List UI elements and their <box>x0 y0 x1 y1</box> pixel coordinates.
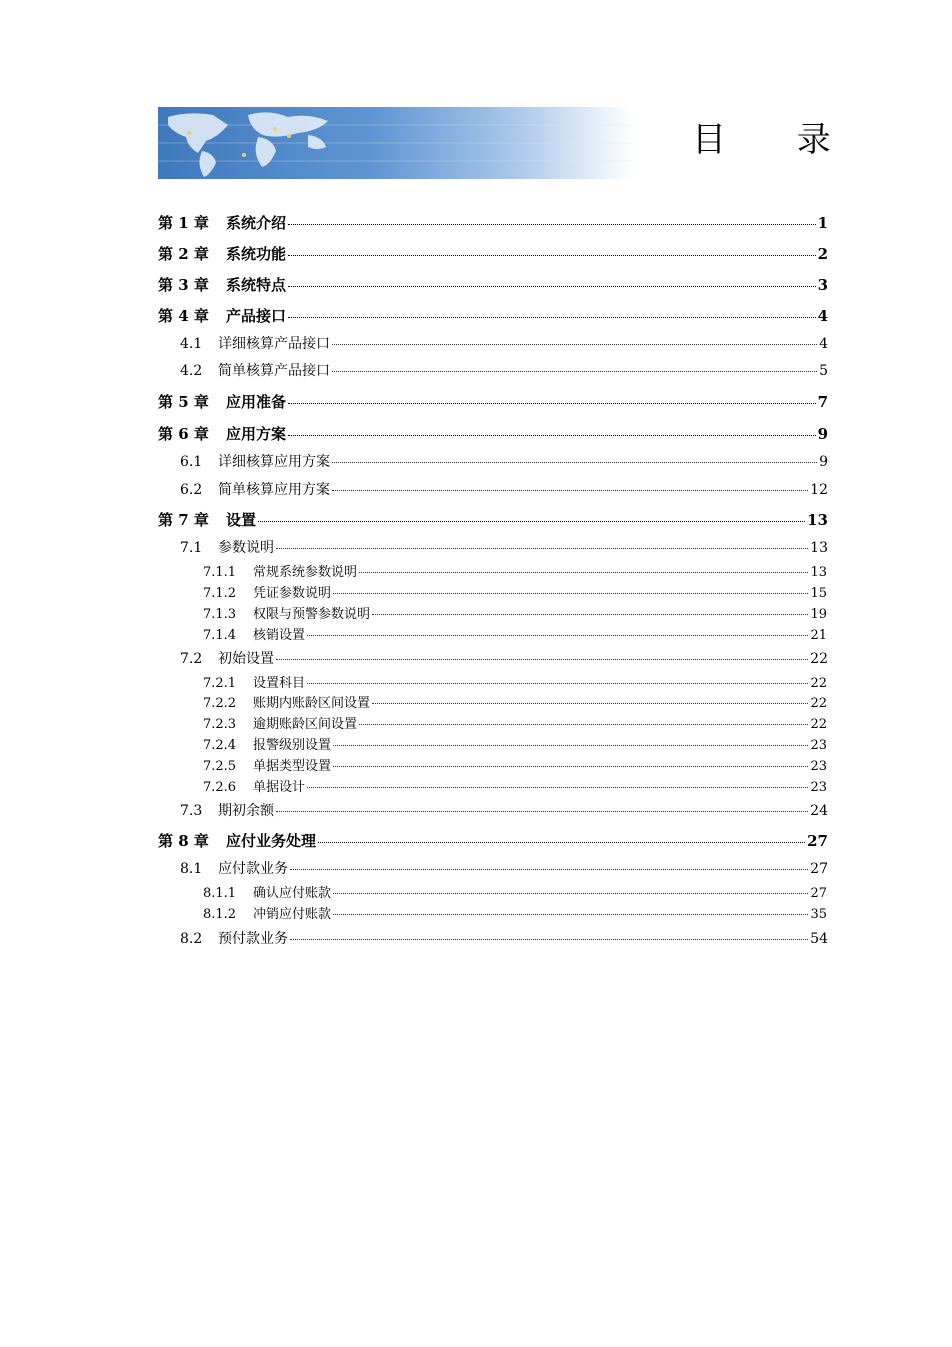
toc-dot-leader <box>359 724 808 725</box>
toc-dot-leader <box>333 745 808 746</box>
toc-entry-page: 22 <box>810 696 827 711</box>
toc-entry-title: 常规系统参数说明 <box>253 565 358 580</box>
toc-entry[interactable] <box>203 903 827 922</box>
toc-entry[interactable] <box>180 858 828 878</box>
toc-entry-title: 核销设置 <box>253 628 306 643</box>
toc-entry[interactable] <box>158 212 828 233</box>
world-map-image <box>158 107 633 179</box>
toc-entry-title: 设置 <box>226 511 257 529</box>
toc-entry-page: 23 <box>810 759 827 774</box>
toc-entry-number: 8.1.1 <box>203 886 237 901</box>
toc-entry-number: 4.1 <box>180 336 203 352</box>
toc-entry-number: 第 3 章 <box>158 276 209 294</box>
toc-entry-title: 冲销应付账款 <box>253 907 332 922</box>
toc-entry-page: 7 <box>817 393 828 411</box>
toc-entry-page: 13 <box>807 511 828 529</box>
toc-entry-number: 第 7 章 <box>158 511 209 529</box>
toc-entry[interactable] <box>203 713 827 732</box>
toc-entry-page: 21 <box>810 628 827 643</box>
toc-entry-number: 7.2.2 <box>203 696 237 711</box>
toc-dot-leader <box>333 593 808 594</box>
toc-dot-leader <box>318 842 805 843</box>
toc-dot-leader <box>288 403 816 404</box>
toc-entry-number: 8.1 <box>180 861 203 877</box>
toc-dot-leader <box>307 635 808 636</box>
toc-entry[interactable] <box>203 582 827 601</box>
toc-entry-number: 7.2 <box>180 651 203 667</box>
toc-entry-number: 7.2.3 <box>203 717 237 732</box>
toc-entry-title: 详细核算产品接口 <box>218 336 330 352</box>
toc-dot-leader <box>372 614 808 615</box>
toc-entry[interactable] <box>158 391 828 412</box>
toc-entry-title: 简单核算产品接口 <box>218 363 330 379</box>
toc-entry[interactable] <box>180 333 828 353</box>
toc-entry-title: 期初余额 <box>218 803 274 819</box>
toc-entry-number: 7.2.6 <box>203 780 237 795</box>
toc-entry[interactable] <box>203 672 827 691</box>
toc-entry[interactable] <box>203 755 827 774</box>
toc-entry-page: 35 <box>810 907 827 922</box>
toc-entry[interactable] <box>203 624 827 643</box>
toc-entry-page: 13 <box>810 565 827 580</box>
toc-entry[interactable] <box>180 537 828 557</box>
toc-entry-page: 22 <box>810 717 827 732</box>
toc-entry-title: 报警级别设置 <box>253 738 332 753</box>
toc-entry-page: 15 <box>810 586 827 601</box>
toc-entry-number: 6.1 <box>180 454 203 470</box>
toc-dot-leader <box>288 317 816 318</box>
toc-entry-number: 第 8 章 <box>158 832 209 850</box>
toc-entry-number: 8.2 <box>180 931 203 947</box>
toc-entry[interactable] <box>158 423 828 444</box>
toc-entry[interactable] <box>203 561 827 580</box>
toc-entry-title: 权限与预警参数说明 <box>253 607 371 622</box>
toc-entry-page: 13 <box>810 540 828 556</box>
toc-entry[interactable] <box>203 734 827 753</box>
toc-entry-title: 单据类型设置 <box>253 759 332 774</box>
toc-entry-page: 27 <box>807 832 828 850</box>
toc-entry-number: 7.1 <box>180 540 203 556</box>
toc-entry-title: 应用准备 <box>226 393 287 411</box>
toc-entry-number: 第 6 章 <box>158 425 209 443</box>
toc-dot-leader <box>288 286 816 287</box>
toc-entry[interactable] <box>158 305 828 326</box>
toc-dot-leader <box>288 255 816 256</box>
toc-entry-number: 7.2.5 <box>203 759 237 774</box>
toc-entry-page: 4 <box>817 307 828 325</box>
toc-dot-leader <box>290 869 808 870</box>
toc-entry-number: 7.1.3 <box>203 607 237 622</box>
toc-entry-number: 7.2.1 <box>203 676 237 691</box>
toc-dot-leader <box>332 490 808 491</box>
toc-dot-leader <box>276 659 808 660</box>
toc-dot-leader <box>288 224 816 225</box>
toc-entry-page: 24 <box>810 803 828 819</box>
toc-dot-leader <box>307 683 808 684</box>
toc-entry-page: 19 <box>810 607 827 622</box>
toc-entry-page: 22 <box>810 651 828 667</box>
toc-entry-title: 逾期账龄区间设置 <box>253 717 358 732</box>
toc-entry-title: 详细核算应用方案 <box>218 454 330 470</box>
toc-entry-title: 参数说明 <box>218 540 274 556</box>
toc-entry-number: 第 2 章 <box>158 245 209 263</box>
toc-entry-number: 4.2 <box>180 363 203 379</box>
toc-entry-page: 1 <box>817 214 828 232</box>
toc-entry-title: 单据设计 <box>253 780 306 795</box>
toc-dot-leader <box>290 939 808 940</box>
toc-entry-title: 设置科目 <box>253 676 306 691</box>
toc-entry-number: 7.1.1 <box>203 565 237 580</box>
toc-dot-leader <box>372 703 808 704</box>
toc-entry-title: 简单核算应用方案 <box>218 482 330 498</box>
toc-entry-number: 7.3 <box>180 803 203 819</box>
toc-entry[interactable] <box>180 451 828 471</box>
toc-entry[interactable] <box>158 509 828 530</box>
toc-dot-leader <box>332 371 817 372</box>
toc-dot-leader <box>333 914 808 915</box>
toc-entry-number: 第 1 章 <box>158 214 209 232</box>
world-map-banner <box>158 107 633 179</box>
toc-entry-title: 确认应付账款 <box>253 886 332 901</box>
toc-entry-page: 54 <box>810 931 828 947</box>
toc-entry-page: 22 <box>810 676 827 691</box>
toc-entry-title: 预付款业务 <box>218 931 288 947</box>
toc-entry-title: 账期内账龄区间设置 <box>253 696 371 711</box>
toc-entry-page: 9 <box>817 425 828 443</box>
toc-entry-page: 23 <box>810 780 827 795</box>
toc-entry-number: 7.1.2 <box>203 586 237 601</box>
toc-entry[interactable] <box>158 830 828 851</box>
toc-dot-leader <box>333 766 808 767</box>
toc-entry-title: 系统功能 <box>226 245 287 263</box>
toc-entry[interactable] <box>158 274 828 295</box>
toc-entry-page: 23 <box>810 738 827 753</box>
toc-entry-number: 7.2.4 <box>203 738 237 753</box>
toc-entry-number: 7.1.4 <box>203 628 237 643</box>
toc-dot-leader <box>307 787 808 788</box>
toc-entry[interactable] <box>180 479 828 499</box>
toc-entry[interactable] <box>180 928 828 948</box>
toc-entry[interactable] <box>203 882 827 901</box>
toc-entry-title: 应付业务处理 <box>226 832 317 850</box>
toc-entry-title: 系统介绍 <box>226 214 287 232</box>
toc-entry-title: 系统特点 <box>226 276 287 294</box>
toc-entry-title: 应付款业务 <box>218 861 288 877</box>
toc-dot-leader <box>276 811 808 812</box>
toc-entry[interactable] <box>203 603 827 622</box>
toc-entry[interactable] <box>203 692 827 711</box>
toc-dot-leader <box>333 893 808 894</box>
toc-entry-title: 应用方案 <box>226 425 287 443</box>
toc-entry-page: 12 <box>810 482 828 498</box>
toc-dot-leader <box>276 548 808 549</box>
toc-entry-page: 4 <box>819 336 828 352</box>
toc-entry-page: 5 <box>819 363 828 379</box>
toc-entry-page: 9 <box>819 454 828 470</box>
toc-entry-title: 初始设置 <box>218 651 274 667</box>
toc-entry-number: 第 5 章 <box>158 393 209 411</box>
toc-entry[interactable] <box>180 648 828 668</box>
toc-entry[interactable] <box>158 243 828 264</box>
toc-entry-number: 8.1.2 <box>203 907 237 922</box>
toc-dot-leader <box>332 462 817 463</box>
toc-dot-leader <box>359 572 808 573</box>
toc-dot-leader <box>258 521 805 522</box>
toc-entry-page: 2 <box>817 245 828 263</box>
toc-entry[interactable] <box>203 776 827 795</box>
toc-dot-leader <box>332 344 817 345</box>
toc-entry-page: 3 <box>817 276 828 294</box>
toc-entry-title: 产品接口 <box>226 307 287 325</box>
page-title: 目 录 <box>692 120 861 160</box>
toc-entry-number: 6.2 <box>180 482 203 498</box>
toc-dot-leader <box>288 435 816 436</box>
toc-entry-number: 第 4 章 <box>158 307 209 325</box>
toc-entry[interactable] <box>180 800 828 820</box>
toc-entry-page: 27 <box>810 886 827 901</box>
toc-entry-page: 27 <box>810 861 828 877</box>
toc-entry-title: 凭证参数说明 <box>253 586 332 601</box>
toc-entry[interactable] <box>180 360 828 380</box>
